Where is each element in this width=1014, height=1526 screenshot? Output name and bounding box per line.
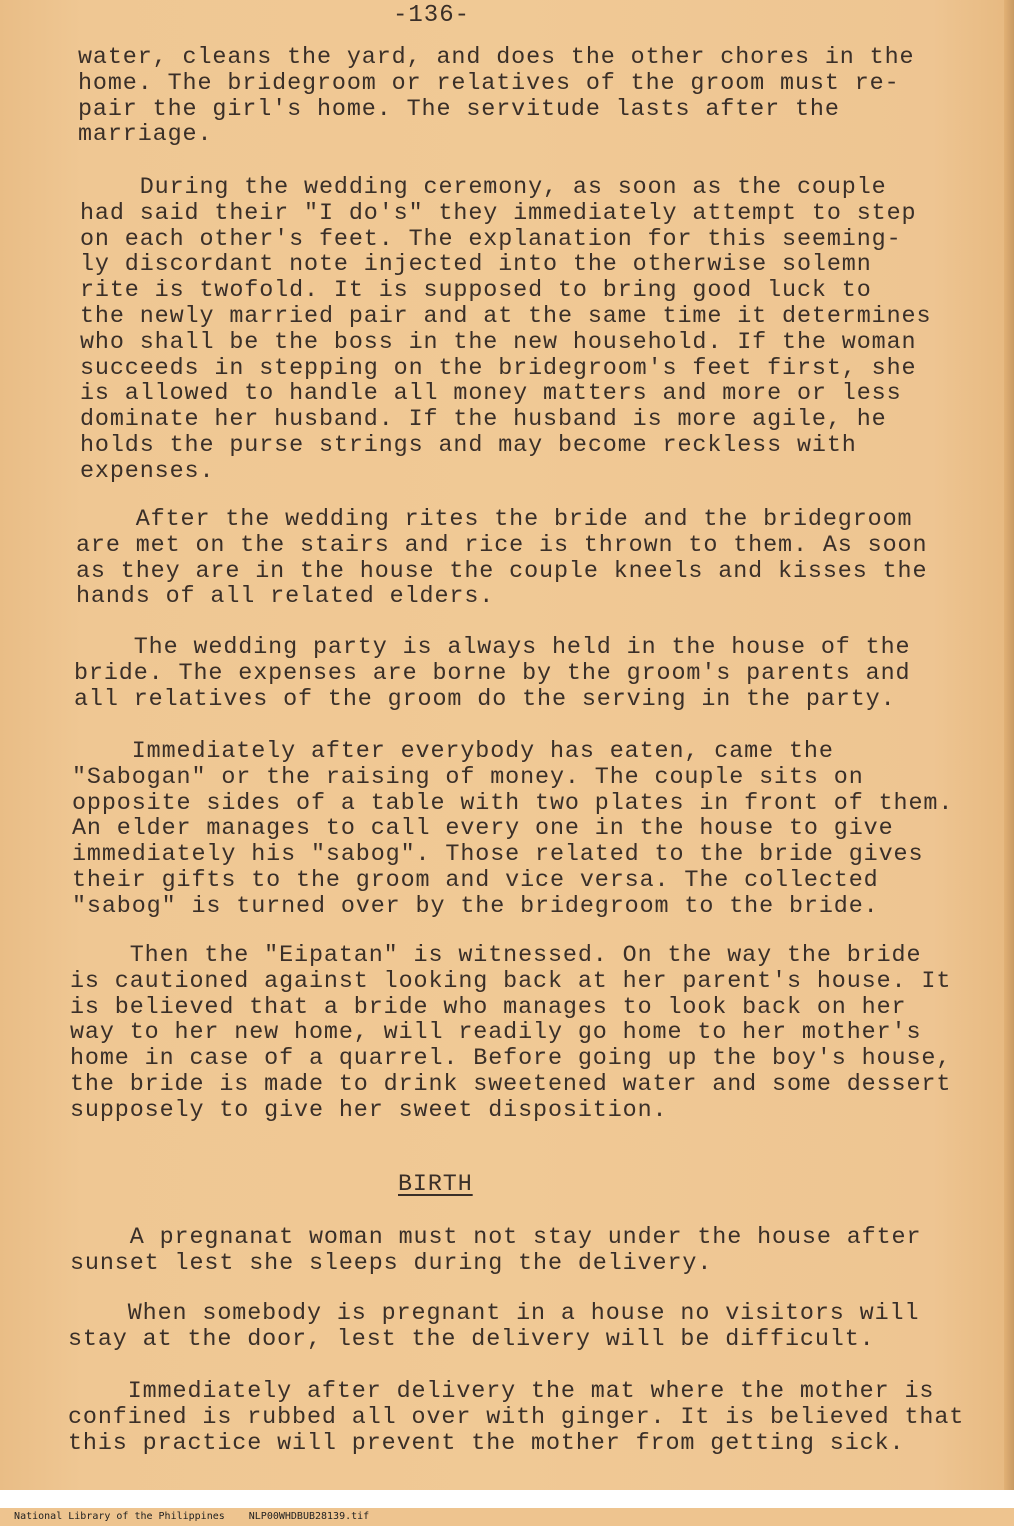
- page-number: -136-: [393, 2, 471, 29]
- footer-institution: National Library of the Philippines: [14, 1511, 225, 1522]
- paragraph-wedding-rites: After the wedding rites the bride and the bridegroom are met on the stairs and rice is thrown to them. As soon as they are in the house the couple kneels and kisses the hands of all related elders.: [76, 507, 928, 611]
- paragraph-birth-ginger: Immediately after delivery the mat where the mother is confined is rubbed all over with ginger. It is believed that this practice will prevent the mother from getting sick.: [68, 1379, 965, 1457]
- paragraph-birth-sunset: A pregnanat woman must not stay under the house after sunset lest she sleeps during the delivery.: [70, 1225, 922, 1277]
- paragraph-birth-visitors: When somebody is pregnant in a house no visitors will stay at the door, lest the delivery will be difficult.: [68, 1301, 920, 1353]
- paragraph-sabogan: Immediately after everybody has eaten, came the "Sabogan" or the raising of money. The couple sits on opposite sides of a table with two plates in front of them. An elder manages to call every one in the house to give immediately his "sabog". Those related to the bride gives their gifts to the groom and vice versa. The collected "sabog" is turned over by the bridegroom to the bride.: [72, 739, 954, 920]
- section-heading-birth: BIRTH: [398, 1172, 473, 1198]
- paragraph-eipatan: Then the "Eipatan" is witnessed. On the way the bride is cautioned against looking back at her parent's house. It is believed that a bride who manages to look back on her way to her new home, will readily go home to her mother's home in case of a quarrel. Before going up the boy's house, the bride is made to drink sweetened water and some dessert supposely to give her sweet disposition.: [70, 943, 952, 1124]
- paragraph-wedding-ceremony: During the wedding ceremony, as soon as the couple had said their "I do's" they immediately attempt to step on each other's feet. The explanation for this seeming- ly discordant note injected into the otherwise solemn rite is twofold. It is supposed to bring good luck to the newly married pair and at the same time it determines who shall be the boss in the new household. If the woman succeeds in stepping on the bridegroom's feet first, she is allowed to handle all money matters and more or less dominate her husband. If the husband is more agile, he holds the purse strings and may become reckless with expenses.: [80, 175, 932, 485]
- paragraph-servitude: water, cleans the yard, and does the other chores in the home. The bridegroom or relatives of the groom must re- pair the girl's home. The servitude lasts after the marriage.: [78, 45, 915, 149]
- scan-footer: [0, 1490, 1014, 1522]
- footer-file-id: NLP00WHDBUB28139.tif: [248, 1511, 370, 1522]
- page-edge: [1004, 0, 1014, 1490]
- paragraph-wedding-party: The wedding party is always held in the house of the bride. The expenses are borne by the groom's parents and all relatives of the groom do the serving in the party.: [74, 635, 911, 713]
